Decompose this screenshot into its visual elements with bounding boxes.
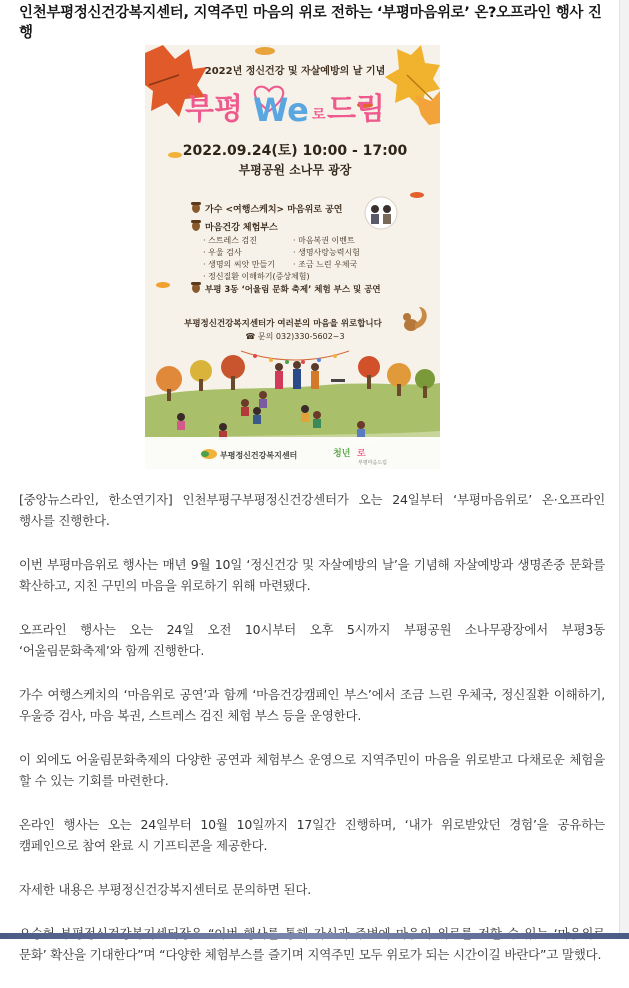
poster-title-right: 드림 (327, 92, 385, 127)
poster-title-we: We (253, 91, 309, 129)
article-paragraph: 온라인 행사는 오는 24일부터 10월 10일까지 17일간 진행하며, ‘내가 위로받았던 경험’을 공유하는 캠페인으로 참여 완료 시 기프티콘을 제공한다. (19, 817, 605, 853)
center-logo-icon (201, 449, 217, 459)
poster-title-ro: 로 (312, 107, 326, 123)
article-paragraph: 가수 여행스케치의 ‘마음위로 공연’과 함께 ‘마음건강캠페인 부스’에서 조금 느린 우체국, 정신질환 이해하기, 우울증 검사, 마음 복권, 스트레스 검진 체험 부스 등을 운영한다. (19, 687, 605, 723)
poster-footer-left: 부평정신건강복지센터 (220, 451, 298, 460)
performer-photo (365, 197, 397, 229)
article-paragraph: 문화’ 확산을 기대한다”며 “다양한 체험부스를 즐기며 지역주민 모두 위로가 되는 시간이길 바란다”고 말했다. (19, 947, 602, 962)
poster-item-concert: 가수 <여행스케치> 마음위로 공연 (205, 205, 343, 215)
vertical-scrollbar[interactable] (619, 0, 629, 939)
booth-item: · 스트레스 검진 (203, 236, 257, 245)
article-paragraph: 자세한 내용은 부평정신건강복지센터로 문의하면 된다. (19, 882, 311, 897)
article-paragraph: 오프라인 행사는 오는 24일 오전 10시부터 오후 5시까지 부평공원 소나무광장에서 부평3동 ‘어울림문화축제’와 함께 진행한다. (19, 622, 605, 658)
article-paragraph: [중앙뉴스라인, 한소연기자] 인천부평구부평정신건강센터가 오는 24일부터 ‘부평마음위로’ 온·오프라인 행사를 진행한다. (19, 492, 605, 528)
poster-artwork (145, 45, 440, 469)
article-paragraph: 이번 부평마음위로 행사는 매년 9월 10일 ‘정신건강 및 자살예방의 날’을 기념해 자살예방과 생명존중 문화를 확산하고, 지친 구민의 마음을 위로하기 위해 마련됐다. (19, 557, 605, 593)
booth-item: · 생명사랑능력시험 (293, 248, 360, 257)
article (19, 0, 605, 43)
booth-item: · 우울 검사 (203, 248, 242, 257)
booth-item: · 생명의 씨앗 만들기 (203, 260, 275, 269)
event-poster (145, 45, 440, 469)
article-body (19, 489, 605, 988)
booth-item: · 마음복권 이벤트 (293, 236, 355, 245)
poster-footer-right-sub: 부평마음드림 (358, 460, 387, 466)
poster-title-left: 부평 (185, 92, 243, 127)
poster-venue: 부평공원 소나무 광장 (238, 163, 352, 177)
poster-item-booth: 마음건강 체험부스 (205, 223, 278, 233)
poster-subtitle: 2022년 정신건강 및 자살예방의 날 기념 (204, 66, 386, 77)
poster-footer-right-main: 청년 (333, 449, 351, 459)
poster-date: 2022.09.24(토) 10:00 - 17:00 (182, 143, 408, 159)
poster-contact: ☎ 문의 032)330-5602~3 (245, 332, 345, 341)
booth-item: · 조금 느린 우체국 (293, 260, 358, 269)
poster-message: 부평정신건강복지센터가 여러분의 마음을 위로합니다 (184, 319, 382, 329)
article-headline: 인천부평정신건강복지센터, 지역주민 마음의 위로 전하는 ‘부평마음위로’ 온?오프라인 행사 진행 (19, 5, 602, 41)
booth-item: · 정신질환 이해하기(증상체험) (203, 272, 310, 281)
article-paragraph: 이 외에도 어울림문화축제의 다양한 공연과 체험부스 운영으로 지역주민이 마음을 위로받고 다채로운 체험을 할 수 있는 기회를 마련한다. (19, 752, 605, 788)
poster-footer-right-ro: 로 (357, 449, 366, 459)
taskbar-strip (0, 933, 629, 939)
poster-item-festival: 부평 3동 ‘어울림 문화 축제’ 체험 부스 및 공연 (205, 285, 381, 295)
